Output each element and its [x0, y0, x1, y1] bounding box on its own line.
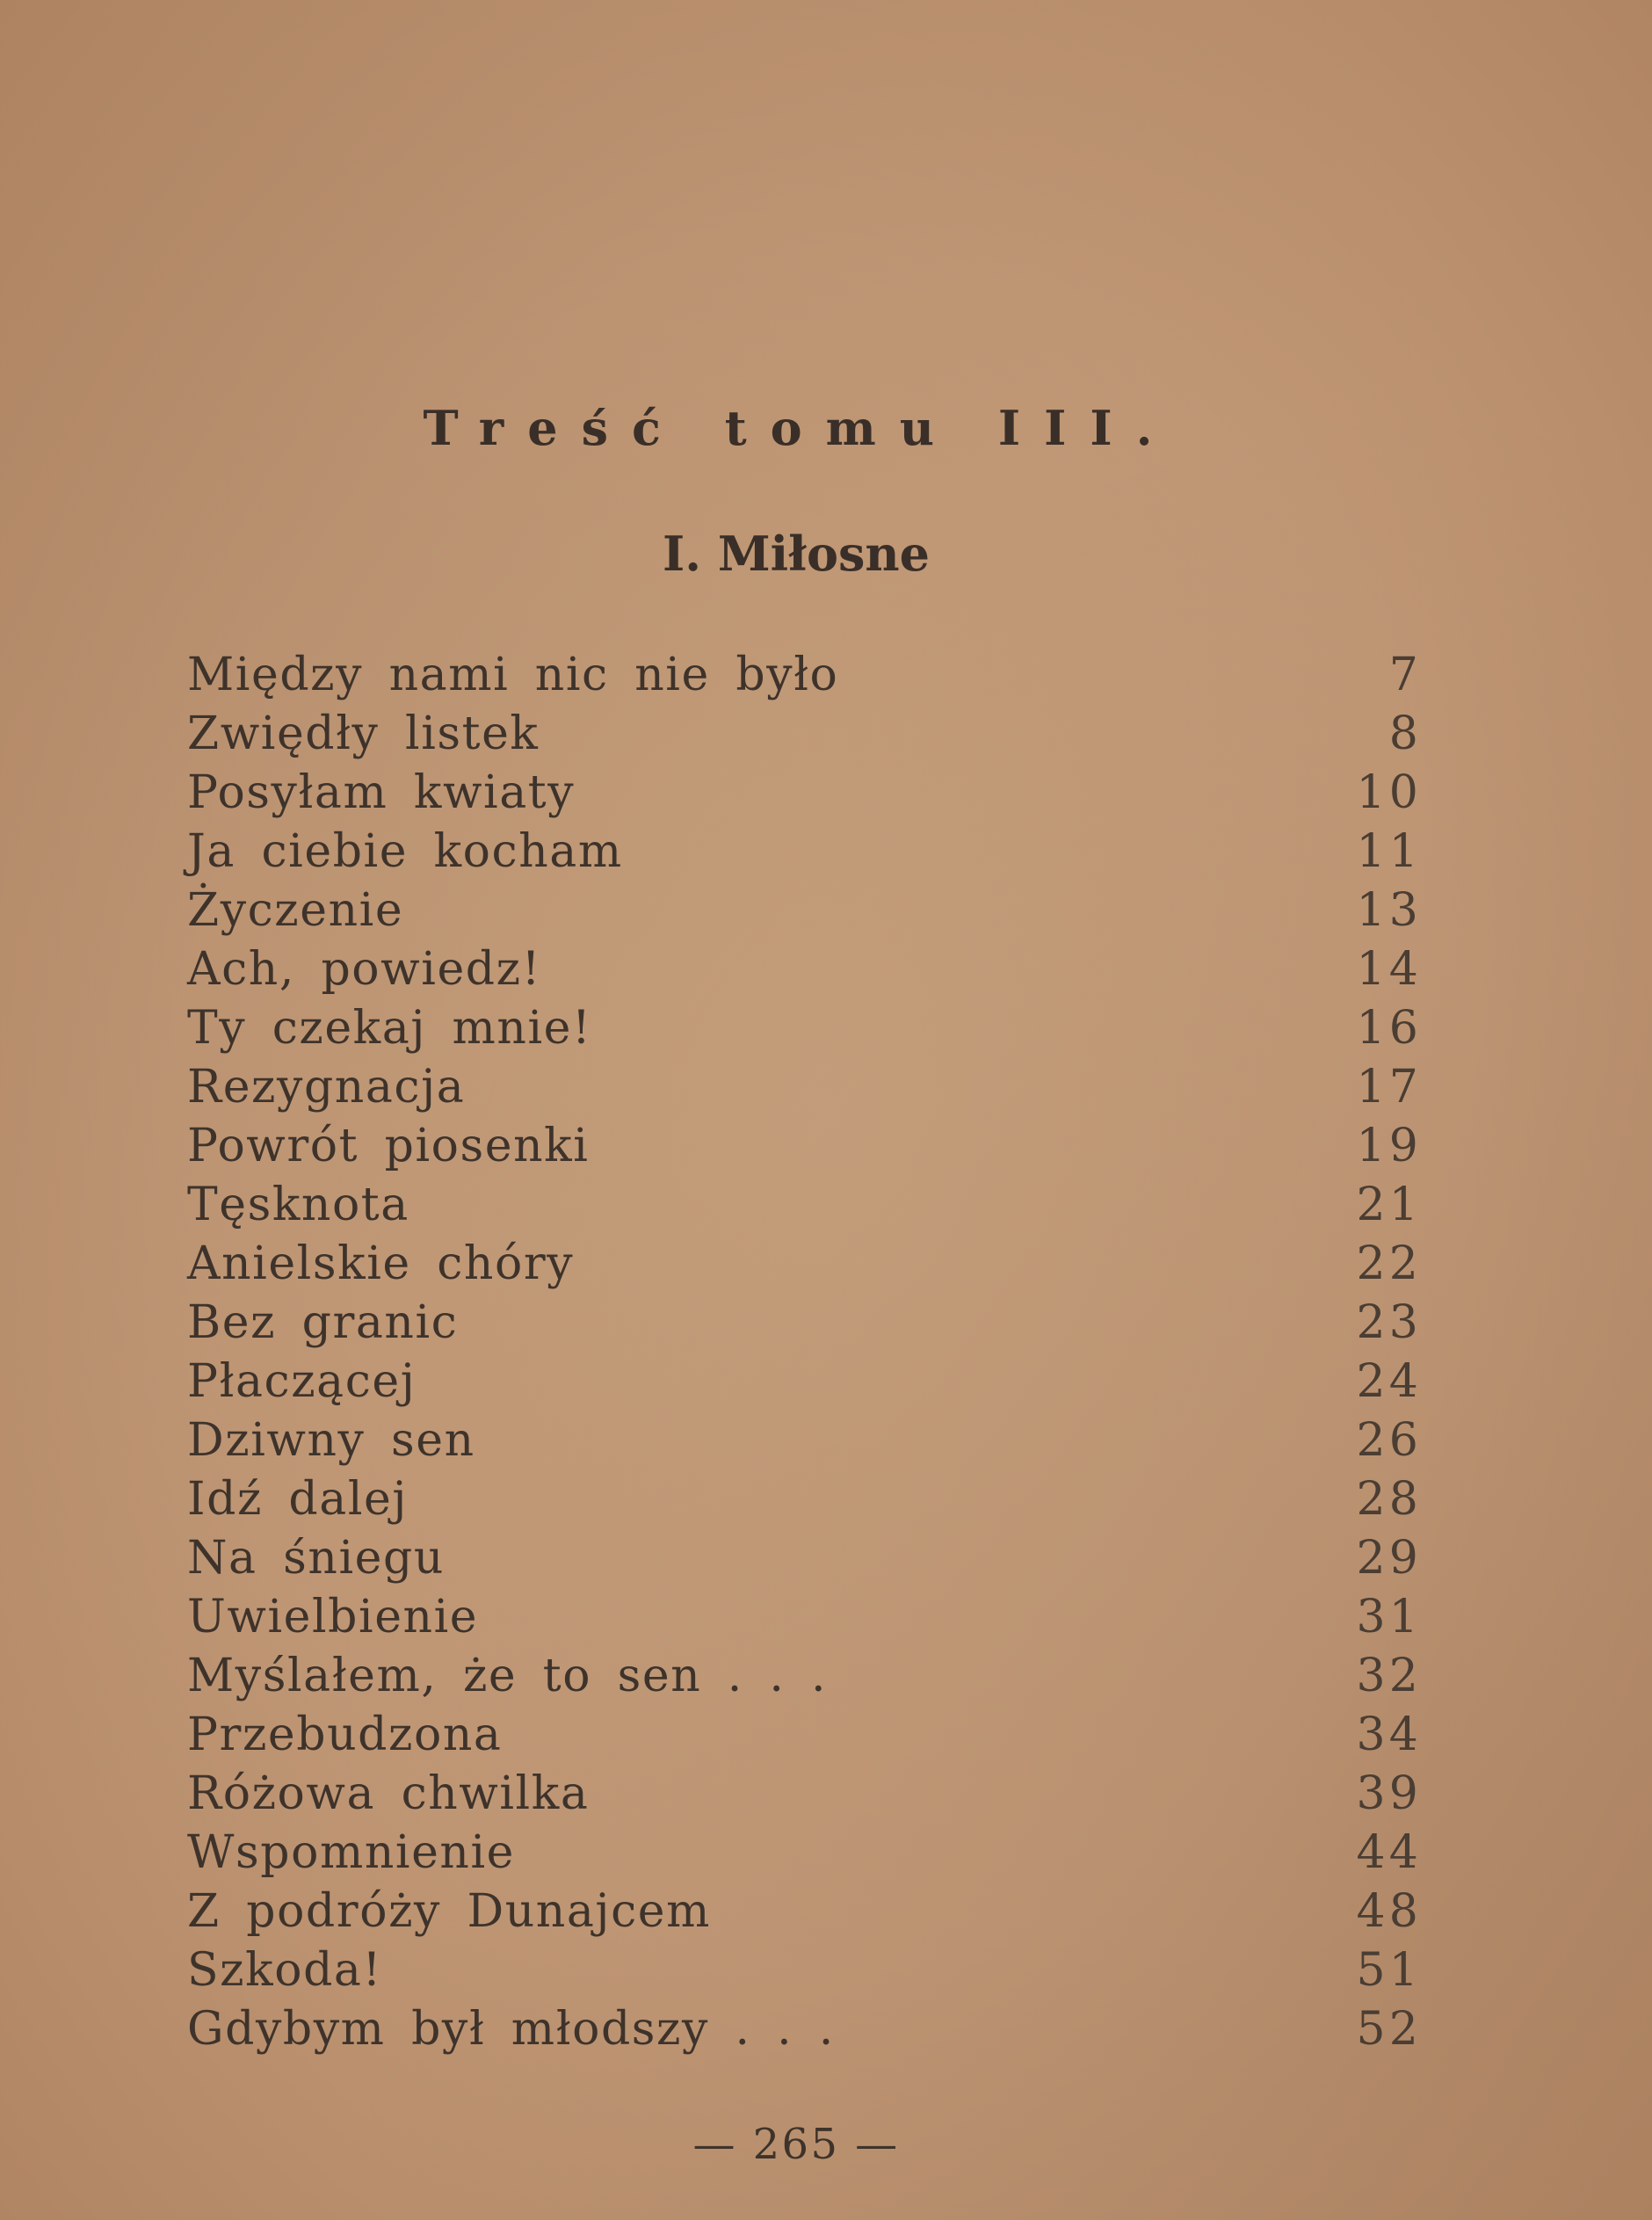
toc-entry-page: 22 [1356, 1237, 1422, 1290]
toc-entry-title: Przebudzona [187, 1709, 503, 1761]
toc-entry-title: Bez granic [187, 1296, 459, 1349]
toc-entry-page: 44 [1356, 1826, 1422, 1879]
toc-entry-page: 11 [1356, 825, 1422, 878]
toc-entry-title: Wspomnienie [187, 1826, 515, 1879]
toc-entry-title: Życzenie [187, 884, 404, 937]
toc-entry [187, 766, 1422, 825]
table-of-contents [187, 649, 1422, 2062]
toc-entry-title: Posyłam kwiaty [187, 766, 576, 819]
toc-entry-page: 31 [1356, 1591, 1422, 1643]
toc-entry [187, 1532, 1422, 1591]
section-heading: I. Miłosne [663, 526, 930, 582]
toc-entry-page: 8 [1388, 707, 1422, 760]
toc-entry-title: Na śniegu [187, 1532, 445, 1585]
toc-entry-title: Ty czekaj mnie! [187, 1002, 592, 1055]
toc-entry-page: 28 [1356, 1473, 1422, 1526]
toc-entry [187, 825, 1422, 884]
page-number: — 265 — [692, 2120, 900, 2169]
toc-entry-page: 26 [1356, 1414, 1422, 1467]
toc-entry-title: Tęsknota [187, 1179, 409, 1231]
toc-entry [187, 649, 1422, 707]
toc-entry-page: 32 [1356, 1650, 1422, 1702]
toc-entry [187, 1237, 1422, 1296]
toc-entry [187, 1296, 1422, 1355]
toc-entry [187, 1120, 1422, 1179]
toc-entry [187, 1179, 1422, 1237]
toc-entry-title: Zwiędły listek [187, 707, 540, 760]
toc-entry [187, 2003, 1422, 2062]
toc-entry-page: 21 [1356, 1179, 1422, 1231]
toc-entry-title: Szkoda! [187, 1944, 382, 1997]
toc-entry-page: 14 [1356, 943, 1422, 996]
toc-entry-title: Rezygnacja [187, 1061, 466, 1114]
toc-entry [187, 1826, 1422, 1885]
toc-entry [187, 1944, 1422, 2003]
toc-entry [187, 1414, 1422, 1473]
toc-entry-page: 13 [1356, 884, 1422, 937]
toc-entry [187, 1650, 1422, 1709]
toc-entry-title: Płaczącej [187, 1355, 417, 1408]
toc-entry-title: Ja ciebie kocham [187, 825, 623, 878]
toc-entry [187, 1885, 1422, 1944]
toc-entry-title: Dziwny sen [187, 1414, 475, 1467]
toc-entry-page: 48 [1356, 1885, 1422, 1938]
toc-entry-title: Z podróży Dunajcem [187, 1885, 711, 1938]
toc-entry-page: 39 [1356, 1767, 1422, 1820]
toc-entry [187, 1061, 1422, 1120]
toc-entry-page: 24 [1356, 1355, 1422, 1408]
toc-entry [187, 884, 1422, 943]
toc-entry-page: 16 [1356, 1002, 1422, 1055]
page-title: Treść tomu III. [423, 400, 1177, 456]
toc-entry-page: 19 [1356, 1120, 1422, 1172]
toc-entry-title: Anielskie chóry [187, 1237, 575, 1290]
toc-entry-title: Różowa chwilka [187, 1767, 590, 1820]
toc-entry-page: 23 [1356, 1296, 1422, 1349]
toc-entry [187, 707, 1422, 766]
toc-entry-page: 17 [1356, 1061, 1422, 1114]
toc-entry-page: 29 [1356, 1532, 1422, 1585]
toc-entry-title: Między nami nic nie było [187, 649, 839, 701]
toc-entry-title: Gdybym był młodszy . . . [187, 2003, 835, 2056]
toc-entry-title: Myślałem, że to sen . . . [187, 1650, 828, 1702]
toc-entry [187, 943, 1422, 1002]
toc-entry-page: 51 [1356, 1944, 1422, 1997]
toc-entry-page: 52 [1356, 2003, 1422, 2056]
toc-entry [187, 1709, 1422, 1767]
toc-entry-page: 10 [1356, 766, 1422, 819]
toc-entry [187, 1473, 1422, 1532]
toc-entry [187, 1767, 1422, 1826]
toc-entry [187, 1355, 1422, 1414]
toc-entry-title: Ach, powiedz! [187, 943, 542, 996]
toc-entry-title: Uwielbienie [187, 1591, 479, 1643]
toc-entry-page: 34 [1356, 1709, 1422, 1761]
toc-entry [187, 1002, 1422, 1061]
toc-entry [187, 1591, 1422, 1650]
toc-entry-page: 7 [1388, 649, 1422, 701]
toc-entry-title: Idź dalej [187, 1473, 409, 1526]
toc-entry-title: Powrót piosenki [187, 1120, 590, 1172]
